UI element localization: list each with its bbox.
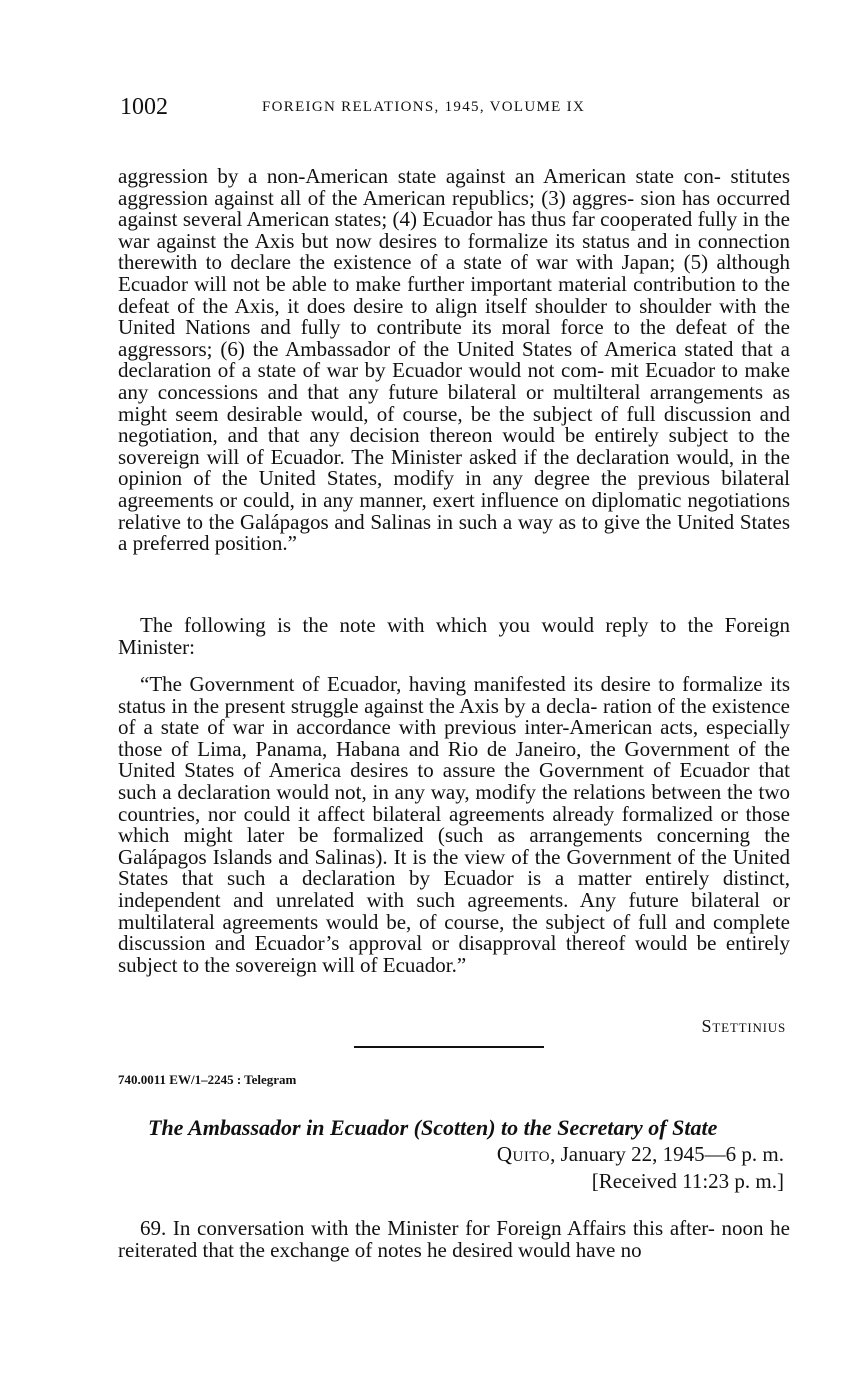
section-divider — [354, 1046, 544, 1048]
telegram-dateline — [497, 1143, 784, 1165]
signature: Stettinius — [701, 1016, 786, 1036]
received-time: [Received 11:23 p. m.] — [591, 1169, 784, 1193]
telegram-opening-paragraph: 69. In conversation with the Minister for Foreign Affairs this after- noon he reiterated that the exchange of notes he desired would have no — [118, 1216, 790, 1262]
continued-quotation-paragraph: aggression by a non-American state against an American state con- stitutes aggression against all of the American republics; (3) aggres- sion has occurred against several American states; (4) Ecuador has thus far cooperated fully in the war against the Axis but now desires to formalize its status and in connection therewith to declare the existence of a state of war with Japan; (5) although Ecuador will not be able to make further important material contribution to the defeat of the Axis, it does desire to align itself shoulder to shoulder with the United Nations and fully to contribute its moral force to the defeat of the aggressors; (6) the Ambassador of the United States of America stated that a declaration of a state of war by Ecuador would not com- mit Ecuador to make any concessions and that any future bilateral or multilteral arrangements as might seem desirable would, of course, be the subject of full discussion and negotiation, and that any decision thereon would be entirely subject to the sovereign will of Ecuador. The Minister asked if the declaration would, in the opinion of the United States, modify in any degree the previous bilateral agreements or could, in any manner, exert influence on diplomatic negotiations relative to the Galápagos and Salinas in such a way as to give the United States a preferred position.” — [118, 164, 790, 556]
running-header — [120, 92, 790, 126]
reply-note-paragraph: “The Government of Ecuador, having manifested its desire to formalize its status in the present struggle against the Axis by a decla- ration of the existence of a state of war in accordance with previous inter-American acts, especially those of Lima, Panama, Habana and Rio de Janeiro, the Government of the United States of America desires to assure the Government of Ecuador that such a declaration would not, in any way, modify the relations between the two countries, nor could it affect bilateral agreements already formalized or those which might later be formalized (such as arrangements concerning the Galápagos Islands and Salinas). It is the view of the Government of the United States that such a declaration by Ecuador is a matter entirely distinct, independent and unrelated with such agreements. Any future bilateral or multilateral agreements would be, of course, the subject of full and complete discussion and Ecuador’s approval or disapproval thereof would be entirely subject to the sovereign will of Ecuador.” — [118, 672, 790, 977]
running-title: FOREIGN RELATIONS, 1945, VOLUME IX — [262, 99, 586, 115]
page-number: 1002 — [120, 94, 168, 120]
telegram-file-reference: 740.0011 EW/1–2245 : Telegram — [118, 1072, 297, 1087]
dateline-place: Quito — [496, 1142, 551, 1166]
dateline-date-time: , January 22, 1945—6 p. m. — [550, 1142, 784, 1166]
reply-introduction-paragraph: The following is the note with which you would reply to the Foreign Minister: — [118, 613, 790, 659]
telegram-heading: The Ambassador in Ecuador (Scotten) to the Secretary of State — [148, 1115, 718, 1141]
